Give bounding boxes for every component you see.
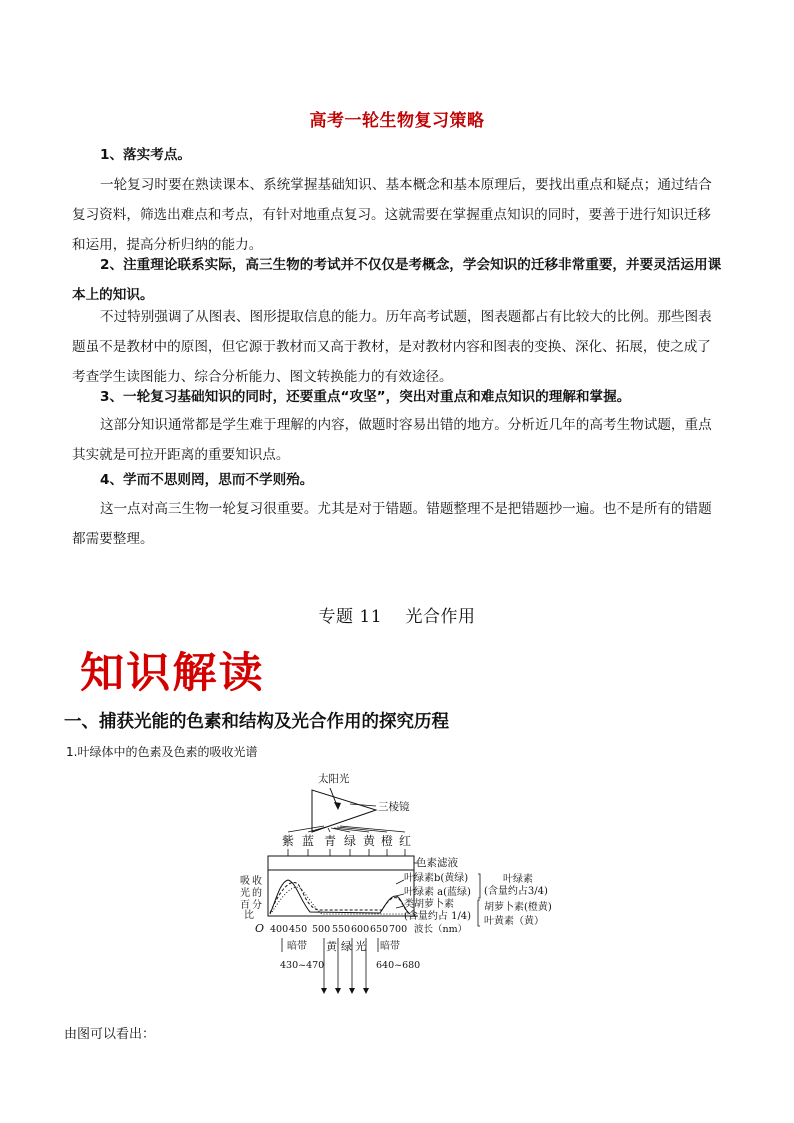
- color-labels: [282, 833, 411, 848]
- svg-text:400: 400: [270, 924, 289, 935]
- svg-text:550: 550: [332, 924, 351, 935]
- chlorophyll-group-amount: (含量约占3/4): [484, 886, 548, 897]
- section-1-body: 一轮复习时要在熟读课本、系统掌握基础知识、基本概念和基本原理后，要找出重点和疑点；通过结合复习资料，筛选出难点和考点，有针对地重点复习。这就需要在掌握重点知识的同时，要善于进行知识迁移和运用，提高分析归纳的能力。: [72, 177, 712, 253]
- dark-band-1-range: 430~470: [280, 960, 325, 971]
- dispersed-rays: [288, 826, 405, 832]
- mid-label: 光: [355, 940, 366, 953]
- color-label: 黄: [363, 834, 376, 848]
- x-tick-labels: [270, 924, 407, 935]
- color-label: 青: [324, 834, 337, 848]
- xanthophyll-label: 叶黄素（黄）: [484, 916, 544, 927]
- chlorophyll-b-label: 叶绿素b(黄绿): [404, 873, 469, 884]
- svg-text:600: 600: [351, 924, 370, 935]
- topic-title: 专题 11 光合作用: [318, 607, 476, 627]
- section-3-heading: 3、一轮复习基础知识的同时，还要重点“攻坚”，突出对重点和难点知识的理解和掌握。: [100, 389, 631, 405]
- chlorophyll-group-label: 叶绿素: [503, 874, 533, 885]
- svg-text:的: 的: [252, 888, 262, 899]
- mid-label: 黄: [326, 940, 337, 953]
- carotenoid-label: 类胡萝卜素: [404, 899, 454, 910]
- section-4-heading: 4、学而不思则罔，思而不学则殆。: [100, 472, 314, 488]
- svg-text:700: 700: [389, 924, 408, 935]
- svg-text:光: 光: [240, 888, 250, 899]
- color-label: 绿: [344, 834, 357, 848]
- section-2-heading: 2、注重理论联系实际，高三生物的考试并不仅仅是考概念，学会知识的迁移非常重要，并要灵活运用课本上的知识。: [72, 257, 722, 303]
- section-3-body: 这部分知识通常都是学生难于理解的内容，做题时容易出错的地方。分析近几年的高考生物试题，重点其实就是可拉开距离的重要知识点。: [72, 417, 712, 463]
- sunlight-label: 太阳光: [318, 773, 350, 785]
- svg-text:收: 收: [252, 876, 262, 887]
- svg-text:650: 650: [370, 924, 389, 935]
- section-heading: 一、捕获光能的色素和结构及光合作用的探究历程: [64, 712, 449, 732]
- svg-text:分: 分: [252, 900, 262, 911]
- chlorophyll-b-curve: [270, 882, 410, 914]
- prism-shape: [312, 790, 376, 832]
- svg-text:百: 百: [240, 900, 250, 911]
- spectrum-plot-frame: [268, 870, 414, 916]
- x-axis-label: 波长（nm）: [414, 924, 468, 935]
- figure-note: 由图可以看出：: [64, 1027, 156, 1042]
- origin-label: O: [255, 922, 265, 935]
- dark-band-1-label: 暗带: [287, 941, 307, 952]
- section-1-heading: 1、落实考点。: [100, 147, 192, 163]
- dark-band-2-label: 暗带: [380, 941, 400, 952]
- doc-title: 高考一轮生物复习策略: [309, 111, 485, 131]
- color-label: 红: [399, 834, 412, 848]
- color-label: 蓝: [302, 834, 315, 848]
- filtrate-box: [268, 856, 414, 870]
- light-arrows: [288, 849, 405, 856]
- svg-text:吸: 吸: [240, 876, 250, 887]
- chlorophyll-a-label: 叶绿素 a(蓝绿): [404, 887, 471, 898]
- prism-label: 三棱镜: [378, 801, 410, 813]
- dark-band-2-range: 640~680: [376, 960, 421, 971]
- y-axis-label: [240, 874, 262, 921]
- figure-caption: 1.叶绿体中的色素及色素的吸收光谱: [66, 745, 258, 759]
- carotenoid-amount: (含量约占 1/4): [404, 911, 472, 922]
- knowledge-banner: 知识解读: [80, 648, 265, 697]
- svg-text:比: 比: [244, 910, 254, 921]
- sunlight-arrowhead-icon: [334, 802, 341, 810]
- filtrate-label: 色素滤液: [416, 857, 458, 869]
- section-4-body: 这一点对高三生物一轮复习很重要。尤其是对于错题。错题整理不是把错题抄一遍。也不是所有的错题都需要整理。: [72, 501, 712, 547]
- carotene-label: 胡萝卜素(橙黄): [484, 902, 552, 913]
- svg-text:500: 500: [312, 924, 331, 935]
- transmitted-arrowheads-icon: [321, 988, 369, 994]
- color-label: 紫: [282, 834, 295, 848]
- chlorophyll-a-curve: [270, 880, 410, 914]
- svg-text:450: 450: [289, 924, 308, 935]
- section-2-body: 不过特别强调了从图表、图形提取信息的能力。历年高考试题，图表题都占有比较大的比例。那些图表题虽不是教材中的原图，但它源于教材而又高于教材，是对教材内容和图表的变换、深化、拓展，使之成了考查学生读图能力、综合分析能力、图文转换能力的有效途径。: [72, 309, 712, 385]
- mid-label: 绿: [341, 940, 352, 953]
- color-label: 橙: [381, 834, 394, 848]
